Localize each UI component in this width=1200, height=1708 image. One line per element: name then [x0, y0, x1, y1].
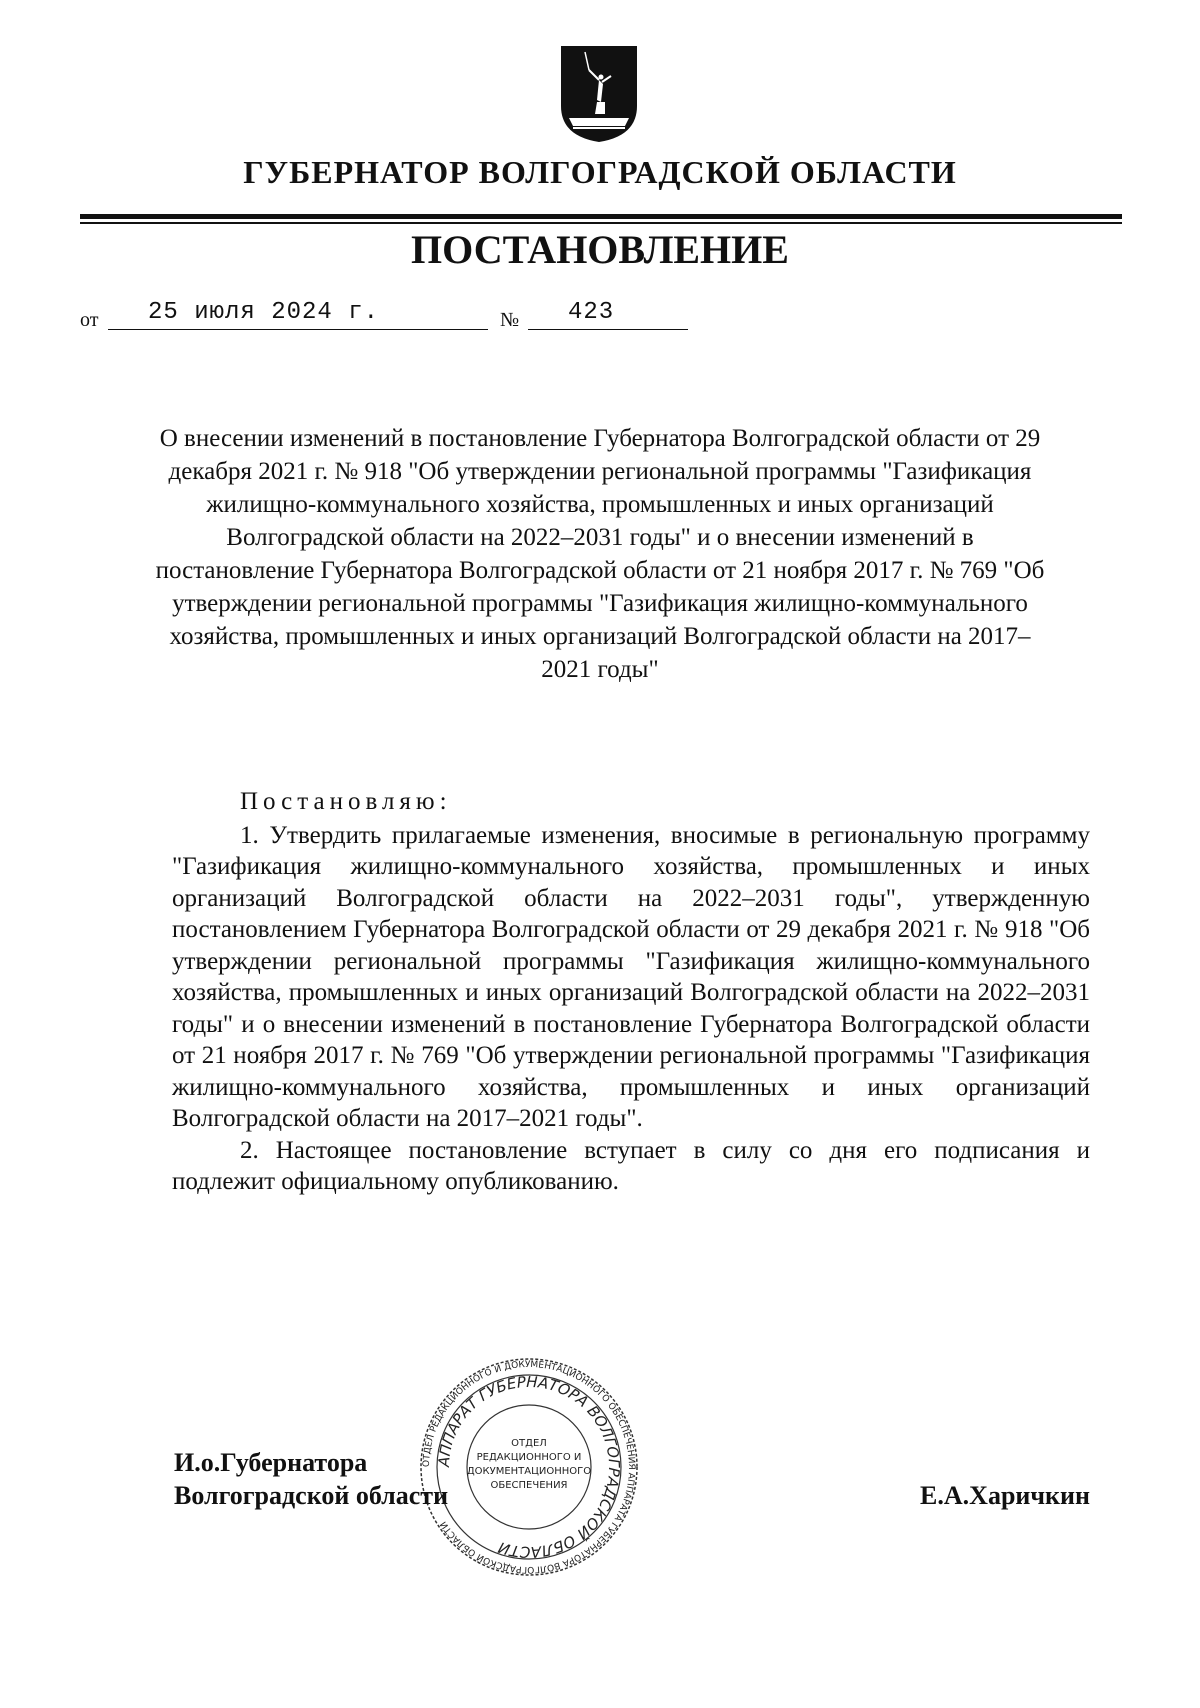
signer-position-line: И.о.Губернатора — [174, 1448, 368, 1477]
body-paragraph: 1. Утвердить прилагаемые изменения, вносимые в региональную программу "Газификация жилищно-коммунального хозяйства, промышленных и иных организаций Волгоградской области на 2022–2031 годы", утвержденную постановлением Губернатора Волгоградской области от 29 декабря 2021 г. № 918 "Об утверждении региональной программы "Газификация жилищно-коммунального хозяйства, промышленных и иных организаций Волгоградской области на 2022–2031 годы" и о внесении изменений в постановление Губернатора Волгоградской области от 21 ноября 2017 г. № 769 "Об утверждении региональной программы "Газификация жилищно-коммунального хозяйства, промышленных и иных организаций Волгоградской области на 2017–2021 годы". — [172, 821, 1090, 1132]
decree-number: 423 — [568, 299, 615, 326]
authority-title: ГУБЕРНАТОР ВОЛГОГРАДСКОЙ ОБЛАСТИ — [243, 154, 957, 190]
body-paragraph: 2. Настоящее постановление вступает в силу со дня его подписания и подлежит официальному опубликованию. — [172, 1136, 1090, 1195]
stamp-center-line: ОБЕСПЕЧЕНИЯ — [490, 1480, 568, 1491]
decree-body — [172, 786, 1090, 1198]
header-rule-thin — [80, 222, 1122, 224]
number-label: № — [500, 309, 520, 331]
volgograd-coat-of-arms-icon — [559, 44, 639, 144]
decree-date: 25 июля 2024 г. — [148, 299, 380, 326]
date-label: от — [80, 309, 99, 331]
header-rule-thick — [80, 214, 1122, 219]
official-stamp — [418, 1356, 640, 1578]
signer-position-line: Волгоградской области — [174, 1481, 449, 1510]
signer-name: Е.А.Харичкин — [920, 1481, 1090, 1510]
document-type-title: ПОСТАНОВЛЕНИЕ — [411, 227, 789, 272]
stamp-outer-ring-text: ОТДЕЛ РЕДАКЦИОННОГО И ДОКУМЕНТАЦИОННОГО ОБЕСПЕЧЕНИЯ АППАРАТА ГУБЕРНАТОРА ВОЛГОГРАДСКОЙ ОБЛАСТИ — [421, 1359, 637, 1575]
decree-subject: О внесении изменений в постановление Губернатора Волгоградской области от 29 декабря 2021 г. № 918 "Об утверждении региональной программы "Газификация жилищно-коммунального хозяйства, промышленных и иных организаций Волгоградской области на 2022–2031 годы" и о внесении изменений в постановление Губернатора Волгоградской области от 21 ноября 2017 г. № 769 "Об утверждении региональной программы "Газификация жилищно-коммунального хозяйства, промышленных и иных организаций Волгоградской области на 2017–2021 годы" — [155, 425, 1045, 683]
resolves-heading: Постановляю: — [240, 788, 452, 815]
signer-position — [174, 1446, 448, 1512]
stamp-center-line: ОТДЕЛ — [511, 1438, 547, 1449]
decree-meta-row — [0, 298, 1200, 334]
stamp-inner-ring-text: АППАРАТ ГУБЕРНАТОРА ВОЛГОГРАДСКОЙ ОБЛАСТИ — [434, 1372, 624, 1562]
stamp-center-line: РЕДАКЦИОННОГО И — [476, 1452, 582, 1463]
stamp-center-line: ДОКУМЕНТАЦИОННОГО — [466, 1466, 592, 1477]
